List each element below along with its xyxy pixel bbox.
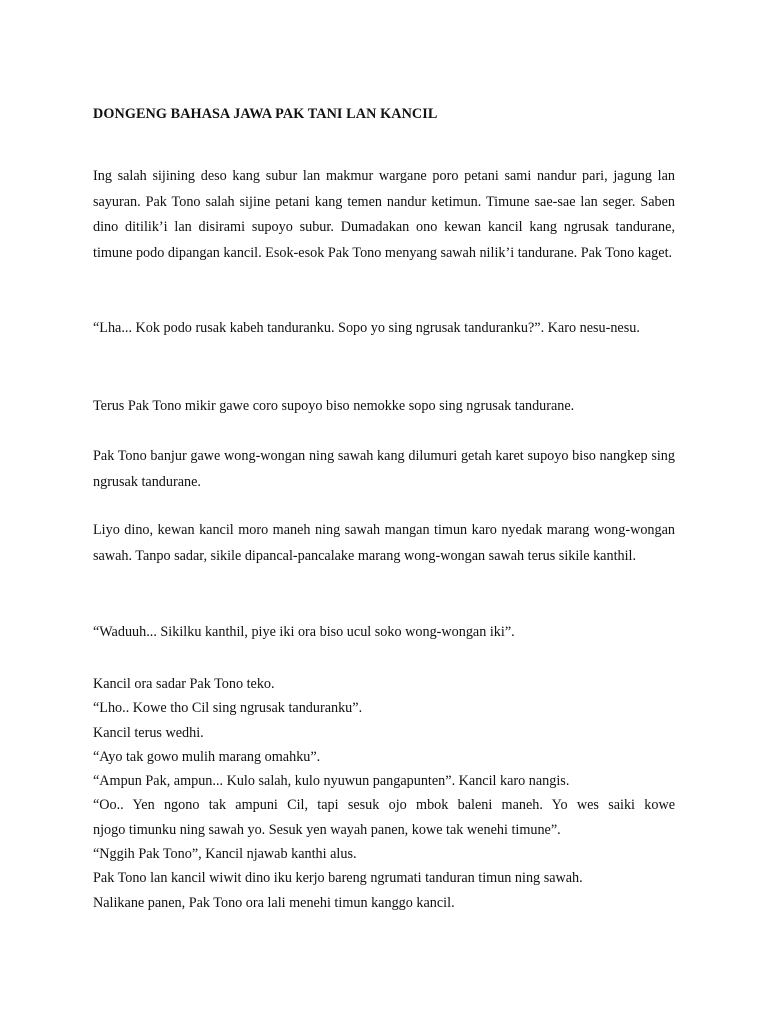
dialogue-line: “Nggih Pak Tono”, Kancil njawab kanthi alus. [93, 846, 357, 863]
paragraph-intro: Ing salah sijining deso kang subur lan makmur wargane poro petani sami nandur pari, jagung lan sayuran. Pak Tono salah sijine petani kang temen nandur ketimun. Timune sae-sae lan seger. Saben dino ditilik’i lan disirami supoyo subur. Dumadakan ono kewan kancil kang ngrusak tandurane, timune podo dipangan kancil. Esok-esok Pak Tono menyang sawah nilik’i tandurane. Pak Tono kaget. [93, 168, 675, 261]
dialogue-line: Kancil terus wedhi. [93, 724, 204, 741]
document-title: DONGENG BAHASA JAWA PAK TANI LAN KANCIL [93, 106, 438, 122]
dialogue-block [93, 672, 675, 915]
paragraph-pak-tono-quote: “Lha... Kok podo rusak kabeh tanduranku. Sopo yo sing ngrusak tanduranku?”. Karo nesu-nesu. [93, 320, 640, 336]
dialogue-line: “Oo.. Yen ngono tak ampuni Cil, tapi sesuk ojo mbok baleni maneh. Yo wes saiki kowe [93, 797, 675, 814]
paragraph-scarecrow: Pak Tono banjur gawe wong-wongan ning sawah kang dilumuri getah karet supoyo biso nangkep sing ngrusak tandurane. [93, 448, 675, 490]
dialogue-line: “Ayo tak gowo mulih marang omahku”. [93, 748, 321, 765]
dialogue-line: Kancil ora sadar Pak Tono teko. [93, 676, 275, 692]
dialogue-line: Nalikane panen, Pak Tono ora lali menehi timun kanggo kancil. [93, 894, 455, 911]
paragraph-thinking: Terus Pak Tono mikir gawe coro supoyo biso nemokke sopo sing ngrusak tandurane. [93, 398, 575, 414]
document-page [93, 0, 675, 1024]
dialogue-line: njogo timunku ning sawah yo. Sesuk yen wayah panen, kowe tak wenehi timune”. [93, 821, 561, 838]
dialogue-line: Pak Tono lan kancil wiwit dino iku kerjo bareng ngrumati tanduran timun ning sawah. [93, 870, 583, 887]
dialogue-line: “Ampun Pak, ampun... Kulo salah, kulo nyuwun pangapunten”. Kancil karo nangis. [93, 773, 570, 790]
paragraph-kancil-quote: “Waduuh... Sikilku kanthil, piye iki ora biso ucul soko wong-wongan iki”. [93, 624, 515, 640]
dialogue-line: “Lho.. Kowe tho Cil sing ngrusak tanduranku”. [93, 700, 363, 717]
paragraph-kancil-trapped: Liyo dino, kewan kancil moro maneh ning sawah mangan timun karo nyedak marang wong-wongan sawah. Tanpo sadar, sikile dipancal-pancalake marang wong-wongan sawah terus sikile kanthil. [93, 522, 675, 564]
